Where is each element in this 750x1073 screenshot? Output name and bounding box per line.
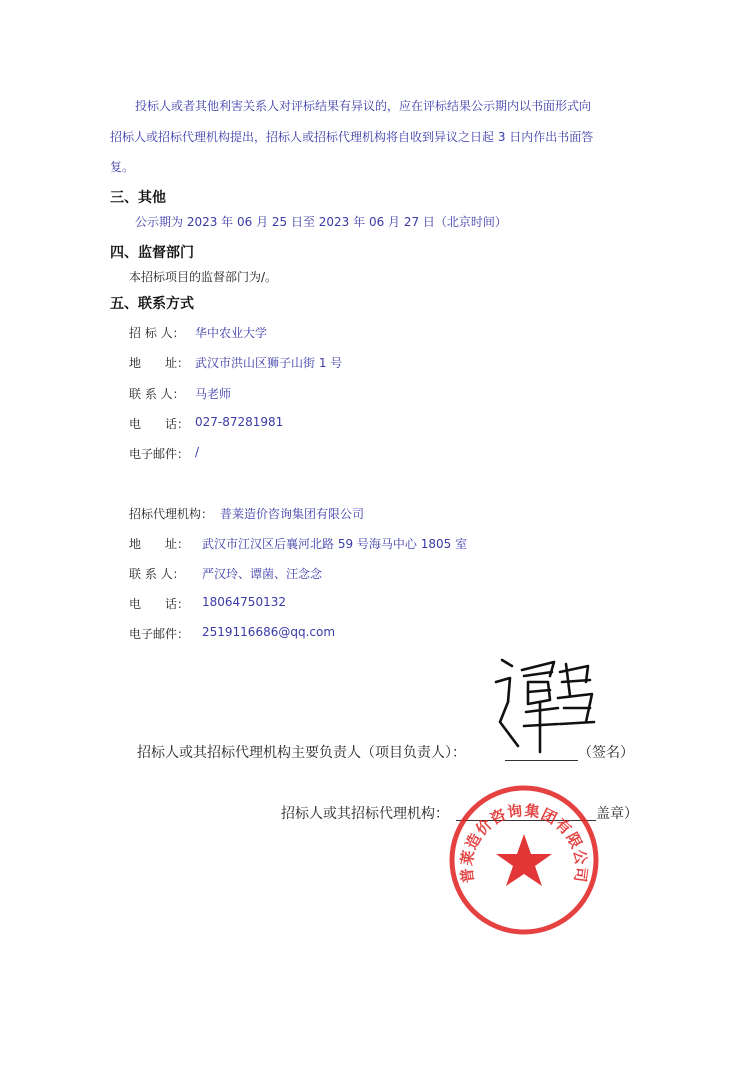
section-3-text: 公示期为 2023 年 06 月 25 日至 2023 年 06 月 27 日（北京时间） (135, 215, 507, 229)
tenderer-email-label: 电子邮件： (129, 447, 190, 461)
agency-name-label: 招标代理机构： (129, 507, 214, 521)
tenderer-address-value: 武汉市洪山区狮子山街 1 号 (195, 356, 343, 370)
agency-address-label: 地 址： (129, 537, 190, 551)
agency-phone-label: 电 话： (129, 597, 190, 611)
signature-suffix: （签名） (578, 745, 634, 761)
objection-line-2: 招标人或招标代理机构提出，招标人或招标代理机构将自收到异议之日起 3 日内作出书面答 (110, 130, 594, 144)
seal-text: 普莱造价咨询集团有限公司 (457, 801, 591, 885)
section-4-heading: 四、监督部门 (110, 245, 194, 261)
section-5-heading: 五、联系方式 (110, 296, 194, 312)
tenderer-contact-label: 联 系 人： (129, 387, 185, 401)
agency-email-label: 电子邮件： (129, 627, 190, 641)
tenderer-email-value: / (195, 445, 200, 459)
agency-phone-value: 18064750132 (202, 595, 286, 609)
objection-line-1: 投标人或者其他利害关系人对评标结果有异议的，应在评标结果公示期内以书面形式向 (135, 99, 592, 113)
stamp-line-label: 招标人或其招标代理机构： (281, 806, 449, 822)
section-4-text: 本招标项目的监督部门为/。 (129, 270, 278, 284)
objection-line-3: 复。 (110, 160, 135, 174)
signature-line-label: 招标人或其招标代理机构主要负责人（项目负责人）： (137, 745, 466, 761)
tenderer-address-label: 地 址： (129, 356, 190, 370)
tenderer-name-value: 华中农业大学 (195, 326, 268, 340)
tenderer-phone-label: 电 话： (129, 417, 190, 431)
agency-contact-label: 联 系 人： (129, 567, 185, 581)
handwritten-signature (488, 652, 598, 764)
official-seal-icon (446, 782, 602, 938)
tenderer-name-label: 招 标 人： (129, 326, 185, 340)
tenderer-contact-value: 马老师 (195, 387, 232, 401)
stamp-suffix: 盖章） (596, 806, 638, 822)
agency-contact-value: 严汉玲、谭菌、汪念念 (202, 567, 323, 581)
tenderer-phone-value: 027-87281981 (195, 415, 284, 429)
agency-email-value: 2519116686@qq.com (202, 625, 336, 639)
agency-name-value: 普莱造价咨询集团有限公司 (220, 507, 365, 521)
section-3-heading: 三、其他 (110, 190, 166, 206)
seal-star-icon (496, 834, 552, 886)
agency-address-value: 武汉市江汉区后襄河北路 59 号海马中心 1805 室 (202, 537, 468, 551)
